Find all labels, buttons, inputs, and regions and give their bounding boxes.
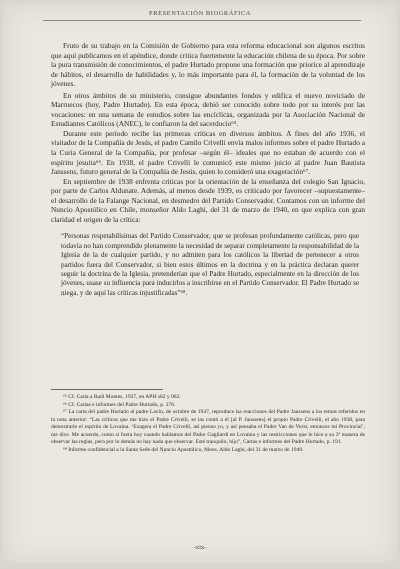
paragraph-3: Durante este período recibe las primeras críticas en diversos ámbitos. A fines del año 1936, el visitador de la Compañía de Jesús, el padre Camilo Crivelli envía malos informes sobre el padre Hurtado a la Curia General de la Compañía, por profesar –según él– ideales que no estaban de acuerdo con el espíritu jesuita⁶⁶. En 1938, el padre Crivelli le comunicó este mismo juicio al padre Juan Bautista Janssens, futuro general de la Compañía de Jesús, quien lo consideró una exageración⁶⁷. bbox=[51, 128, 365, 177]
page-number: -xix- bbox=[193, 544, 207, 551]
paragraph-1: Fruto de su trabajo en la Comisión de Gobierno para esta reforma educacional son algunos escritos que aquí publicamos en el apéndice, donde critica fuertemente la educación chilena de su época. Por sobre la pura transmisión de conocimientos, el padre Hurtado propone una formación que priorice al aprendizaje de hábitos, el desarrollo de habilidades y, lo más importante para él, la formación de la voluntad de los jóvenes. bbox=[51, 41, 365, 89]
paragraph-4: En septiembre de 1938 enfrenta críticas por la orientación de la enseñanza del colegio San Ignacio, por parte de Carlos Aldunate. Además, al menos desde 1939, es criticado por favorecer –supuestamente– el desarrollo de la Falange Nacional, en desmedro del Partido Conservador. Contamos con un informe del Nuncio Apostólico en Chile, monseñor Aldo Laghi, del 31 de marzo de 1940, en que explica con gran claridad el origen de la crítica: bbox=[51, 176, 365, 224]
footnote-rule bbox=[51, 389, 163, 390]
body-text bbox=[51, 41, 365, 298]
footnote-66: ⁶⁶ Cf. Cartas e informes del Padre Hurtado, p. 276. bbox=[63, 401, 176, 408]
running-header: PRESENTACIÓN BIOGRÁFICA bbox=[149, 10, 251, 17]
footnotes bbox=[51, 394, 365, 454]
paragraph-2: En otros ámbitos de su ministerio, consigue abundantes fondos y edifica el nuevo noviciado de Marruecos (hoy, Padre Hurtado). En esta época, debió ser conocido sobre todo por su interés por las vocaciones: en una semana de estudios sobre las encíclicas, organizada por la Asociación Nacional de Estudiantes Católicos (ANEC), le confiaron la del sacerdocio⁶⁵. bbox=[51, 90, 365, 129]
header-rule bbox=[43, 20, 361, 21]
footnote-68: ⁶⁸ Informe confidencial a la Santa Sede del Nuncio Apostólico, Mons. Aldo Laghi, del 31 de marzo de 1940. bbox=[63, 446, 304, 453]
block-quote: “Personas respetabilísimas del Partido Conservador, que se profesan profundamente católicas, pero que todavía no han comprendido plenamente la necesidad de separar completamente la responsabilidad de la Iglesia de la de cualquier partido, y no admiten para los católicos la libertad de pertenecer a otros partidos fuera del Conservador, si bien estos últimos en la doctrina y en la práctica declaran querer seguir la doctrina de la Iglesia, pretenderían que el Padre Hurtado, especialmente en la dirección de los jóvenes, usase su influencia para inducirlos a inscribirse en el Partido Conservador. El Padre Hurtado se niega, y de aquí las críticas injustificadas”⁶⁸. bbox=[61, 232, 359, 297]
footnote-67: ⁶⁷ La carta del padre Hurtado al padre Lavín, de octubre de 1947, reproduce las reacciones del Padre Janssens a los temas referidos en la nota anterior: “Las críticas que me hizo el Padre Crivelli, se las contó a él [al P. Janssens] el propio Padre Crivelli, el año 1938, para demostrarle el espíritu de Lovaina. ‘Exagera el Padre Crivelli, así pienso yo, y así pensaba el Padre Van de Vorst, entonces mi Provincial’, me dice. Me acuerdo, como si fuera hoy cuando hablamos del Padre Gagliardi en Lovaina y las restricciones que le hice a su 3ª manera de observar las reglas, pero por lo demás no hay nada que observar. Esté tranquilo, hijo”, Cartas e informes del Padre Hurtado, p. 191. bbox=[51, 409, 365, 446]
footnote-65: ⁶⁵ Cf. Carta a Raúl Montes, 1937, en APH s62 y 062. bbox=[63, 394, 181, 400]
book-page bbox=[3, 3, 397, 563]
